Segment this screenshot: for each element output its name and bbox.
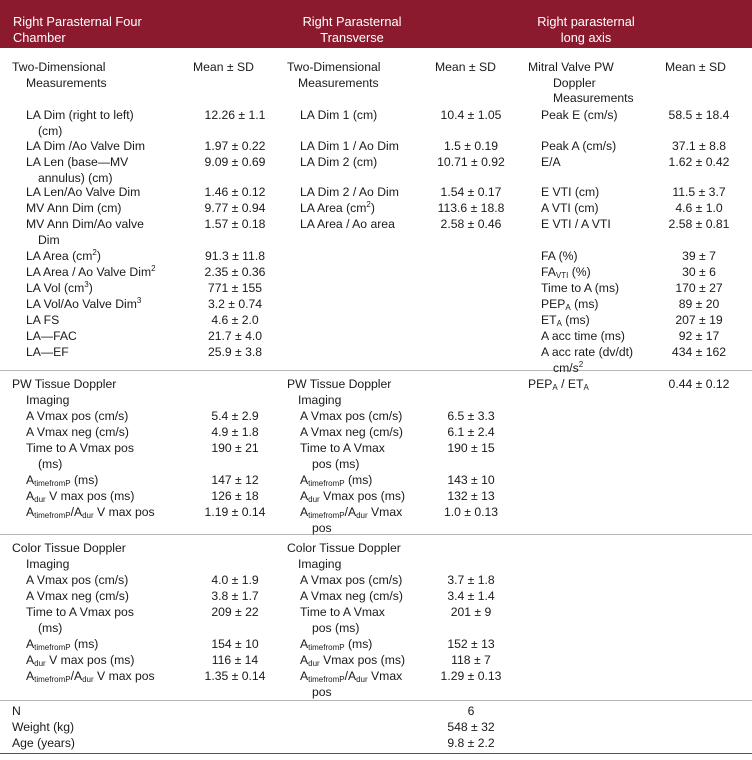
table-bottom-rule bbox=[0, 753, 752, 754]
row-label: LA Area / Ao Valve Dim$^2$ bbox=[26, 264, 156, 279]
row-label: LA Vol/Ao Valve Dim$^3$ bbox=[26, 296, 142, 311]
row-label: $A_{timefromP}$ (ms) bbox=[26, 473, 99, 488]
row-value: 92 ± 17 bbox=[678, 329, 720, 343]
row-value: 126 ± 18 bbox=[211, 489, 259, 503]
row-value: 201 ± 9 bbox=[450, 605, 492, 619]
row-value: 12.26 ± 1.1 bbox=[204, 108, 266, 122]
row-label: LA Area / Ao area bbox=[300, 217, 395, 231]
row-value: 2.58 ± 0.81 bbox=[668, 217, 730, 231]
row-label: E/A bbox=[541, 155, 561, 169]
row-value: 1.19 ± 0.14 bbox=[204, 505, 266, 519]
row-value: 147 ± 12 bbox=[211, 473, 259, 487]
row-value: 89 ± 20 bbox=[678, 297, 720, 311]
header-col-transverse: Right Parasternal Transverse bbox=[302, 14, 402, 45]
header-col-four-chamber: Right Parasternal Four Chamber bbox=[13, 14, 142, 45]
row-value: 771 ± 155 bbox=[207, 281, 263, 295]
row-value: 10.4 ± 1.05 bbox=[440, 108, 502, 122]
row-value: 2.58 ± 0.46 bbox=[440, 217, 502, 231]
row-value: 2.35 ± 0.36 bbox=[204, 265, 266, 279]
row-label: $A_{timefromP}/A_{dur}$ V max pos bbox=[26, 669, 155, 684]
row-value: 58.5 ± 18.4 bbox=[668, 108, 730, 122]
row-value: 4.9 ± 1.8 bbox=[211, 425, 259, 439]
row-label: LA—FAC bbox=[26, 329, 77, 343]
row-label: A Vmax neg (cm/s) bbox=[300, 425, 403, 439]
row-value: 37.1 ± 8.8 bbox=[671, 139, 727, 153]
row-value: 11.5 ± 3.7 bbox=[672, 185, 726, 199]
section-title: PW Tissue Doppler Imaging bbox=[287, 377, 392, 407]
row-label: Time to A Vmax pos (ms) bbox=[26, 441, 134, 471]
row-value: 1.5 ± 0.19 bbox=[443, 139, 499, 153]
row-label: Time to A Vmax pos (ms) bbox=[300, 605, 385, 635]
section-title: Color Tissue Doppler Imaging bbox=[12, 541, 126, 571]
row-value: 190 ± 21 bbox=[211, 441, 259, 455]
row-label: $A_{dur}$ V max pos (ms) bbox=[26, 489, 135, 504]
row-label: LA Len/Ao Valve Dim bbox=[26, 185, 141, 199]
row-value: 3.2 ± 0.74 bbox=[207, 297, 263, 311]
row-label: FA (%) bbox=[541, 249, 578, 263]
row-label: $A_{dur}$ Vmax pos (ms) bbox=[300, 653, 406, 668]
row-value: 25.9 ± 3.8 bbox=[207, 345, 263, 359]
row-label: $ET_A$ (ms) bbox=[541, 313, 590, 328]
row-value: 132 ± 13 bbox=[447, 489, 495, 503]
row-label: A Vmax pos (cm/s) bbox=[300, 573, 403, 587]
row-value: 10.71 ± 0.92 bbox=[437, 155, 505, 169]
row-value: 207 ± 19 bbox=[675, 313, 723, 327]
row-value: 152 ± 13 bbox=[447, 637, 495, 651]
row-label: $A_{timefromP}/A_{dur}$ Vmax pos bbox=[300, 669, 403, 699]
section-title: Two-Dimensional Measurements bbox=[12, 60, 107, 90]
row-value: 1.46 ± 0.12 bbox=[204, 185, 266, 199]
row-label: LA Dim 2 / Ao Dim bbox=[300, 185, 399, 199]
row-value: 9.09 ± 0.69 bbox=[204, 155, 266, 169]
row-value: 91.3 ± 11.8 bbox=[205, 249, 265, 263]
row-value: 3.8 ± 1.7 bbox=[211, 589, 259, 603]
section-title: Two-Dimensional Measurements bbox=[287, 60, 381, 90]
row-label: A Vmax pos (cm/s) bbox=[26, 409, 129, 423]
row-value: 1.29 ± 0.13 bbox=[440, 669, 502, 683]
row-value: 116 ± 14 bbox=[211, 653, 259, 667]
row-value: 4.6 ± 2.0 bbox=[211, 313, 259, 327]
row-label: $FA_{VTI}$ (%) bbox=[541, 265, 591, 280]
row-label: Time to A Vmax pos (ms) bbox=[300, 441, 385, 471]
row-value: 434 ± 162 bbox=[671, 345, 727, 359]
row-label: Peak A (cm/s) bbox=[541, 139, 617, 153]
row-label: LA Dim 1 / Ao Dim bbox=[300, 139, 399, 153]
row-label: Time to A Vmax pos (ms) bbox=[26, 605, 134, 635]
row-label: LA Area $(cm^2)$ bbox=[300, 200, 375, 215]
row-value: 4.6 ± 1.0 bbox=[675, 201, 723, 215]
row-value: 3.4 ± 1.4 bbox=[447, 589, 495, 603]
row-value: 9.77 ± 0.94 bbox=[204, 201, 266, 215]
row-value: 4.0 ± 1.9 bbox=[211, 573, 259, 587]
row-value: 6.5 ± 3.3 bbox=[447, 409, 495, 423]
row-label: $A_{timefromP}/A_{dur}$ Vmax pos bbox=[300, 505, 403, 535]
row-value: 21.7 ± 4.0 bbox=[207, 329, 263, 343]
row-label: A VTI (cm) bbox=[541, 201, 599, 215]
row-label: LA Vol $(cm^3)$ bbox=[26, 280, 93, 295]
row-label: $A_{timefromP}$ (ms) bbox=[300, 473, 373, 488]
mean-sd-header: Mean ± SD bbox=[193, 60, 254, 74]
row-label: LA Dim /Ao Valve Dim bbox=[26, 139, 145, 153]
row-value: 1.62 ± 0.42 bbox=[668, 155, 730, 169]
row-value: 1.54 ± 0.17 bbox=[440, 185, 502, 199]
row-label: A Vmax pos (cm/s) bbox=[26, 573, 129, 587]
row-value: 1.0 ± 0.13 bbox=[443, 505, 499, 519]
row-label: A acc rate (dv/dt) $cm/s^2$ bbox=[541, 345, 634, 375]
row-label: A Vmax neg (cm/s) bbox=[26, 425, 129, 439]
row-label: Time to A (ms) bbox=[541, 281, 620, 295]
row-value: 39 ± 7 bbox=[682, 249, 716, 263]
row-label: MV Ann Dim/Ao valve Dim bbox=[26, 217, 144, 247]
row-value: 1.97 ± 0.22 bbox=[204, 139, 266, 153]
row-label: LA Dim 2 (cm) bbox=[300, 155, 378, 169]
row-label: $A_{dur}$ Vmax pos (ms) bbox=[300, 489, 406, 504]
row-label: LA Dim (right to left) (cm) bbox=[26, 108, 134, 138]
row-value: 6.1 ± 2.4 bbox=[447, 425, 495, 439]
row-label: LA Len (base—MV annulus) (cm) bbox=[26, 155, 129, 185]
section-title: Color Tissue Doppler Imaging bbox=[287, 541, 401, 571]
row-value: 209 ± 22 bbox=[211, 605, 259, 619]
row-label: LA FS bbox=[26, 313, 60, 327]
section-pw-tissue-doppler bbox=[0, 370, 752, 535]
row-label: $A_{timefromP}/A_{dur}$ V max pos bbox=[26, 505, 155, 520]
row-value: 143 ± 10 bbox=[447, 473, 495, 487]
row-label: LA Area $(cm^2)$ bbox=[26, 248, 101, 263]
row-value: 1.35 ± 0.14 bbox=[204, 669, 266, 683]
section-title: PW Tissue Doppler Imaging bbox=[12, 377, 117, 407]
row-value: 113.6 ± 18.8 bbox=[437, 201, 505, 215]
row-label: LA—EF bbox=[26, 345, 69, 359]
section-color-tissue-doppler bbox=[0, 534, 752, 701]
section-two-dimensional bbox=[0, 48, 752, 375]
row-value: 154 ± 10 bbox=[211, 637, 259, 651]
mean-sd-header: Mean ± SD bbox=[435, 60, 496, 74]
row-label: LA Dim 1 (cm) bbox=[300, 108, 378, 122]
header-col-long-axis: Right parasternal long axis bbox=[537, 14, 635, 45]
section-title: Mitral Valve PW Doppler Measurements bbox=[528, 60, 634, 106]
row-label: $A_{dur}$ V max pos (ms) bbox=[26, 653, 135, 668]
row-label: $A_{timefromP}$ (ms) bbox=[300, 637, 373, 652]
table-header bbox=[0, 0, 752, 48]
row-value: 30 ± 6 bbox=[682, 265, 716, 279]
row-label: Peak E (cm/s) bbox=[541, 108, 618, 122]
row-label: A Vmax neg (cm/s) bbox=[26, 589, 129, 603]
row-label: $A_{timefromP}$ (ms) bbox=[26, 637, 99, 652]
row-label: MV Ann Dim (cm) bbox=[26, 201, 122, 215]
row-value: 3.7 ± 1.8 bbox=[447, 573, 495, 587]
row-value: 170 ± 27 bbox=[675, 281, 723, 295]
row-value: 1.57 ± 0.18 bbox=[204, 217, 266, 231]
row-label: E VTI (cm) bbox=[541, 185, 600, 199]
row-label: $PEP_A / ET_A$ bbox=[528, 377, 589, 392]
row-label: E VTI / A VTI bbox=[541, 217, 611, 231]
row-label: A Vmax neg (cm/s) bbox=[300, 589, 403, 603]
row-label: $PEP_A$ (ms) bbox=[541, 297, 599, 312]
row-label: A acc time (ms) bbox=[541, 329, 625, 343]
row-value: 190 ± 15 bbox=[447, 441, 495, 455]
row-value: 5.4 ± 2.9 bbox=[211, 409, 259, 423]
row-value: 0.44 ± 0.12 bbox=[668, 377, 730, 391]
row-label: A Vmax pos (cm/s) bbox=[300, 409, 403, 423]
mean-sd-header: Mean ± SD bbox=[665, 60, 726, 74]
row-value: 118 ± 7 bbox=[451, 653, 491, 667]
